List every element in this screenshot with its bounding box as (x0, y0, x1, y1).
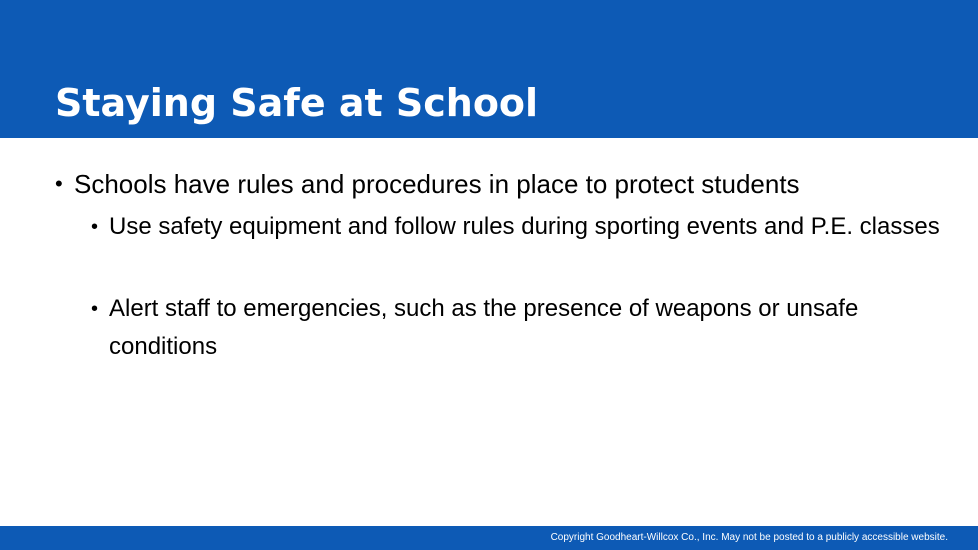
sub-bullet-alert-staff (91, 290, 951, 366)
copyright-notice: Copyright Goodheart-Willcox Co., Inc. May not be posted to a publicly accessible website. (550, 532, 948, 543)
sub-bullet-safety-equipment (91, 208, 951, 246)
bullet-dot-icon: • (91, 298, 99, 320)
sub-bullet-text: Use safety equipment and follow rules during sporting events and P.E. classes (109, 213, 940, 240)
footer-bar (0, 526, 978, 550)
bullet-text: Schools have rules and procedures in place to protect students (74, 169, 800, 199)
title-bar (0, 0, 978, 138)
bullet-dot-icon: • (55, 171, 63, 196)
bullet-dot-icon: • (91, 216, 99, 238)
sub-bullet-text: Alert staff to emergencies, such as the presence of weapons or unsafe conditions (109, 295, 859, 360)
slide-title: Staying Safe at School (55, 81, 539, 125)
